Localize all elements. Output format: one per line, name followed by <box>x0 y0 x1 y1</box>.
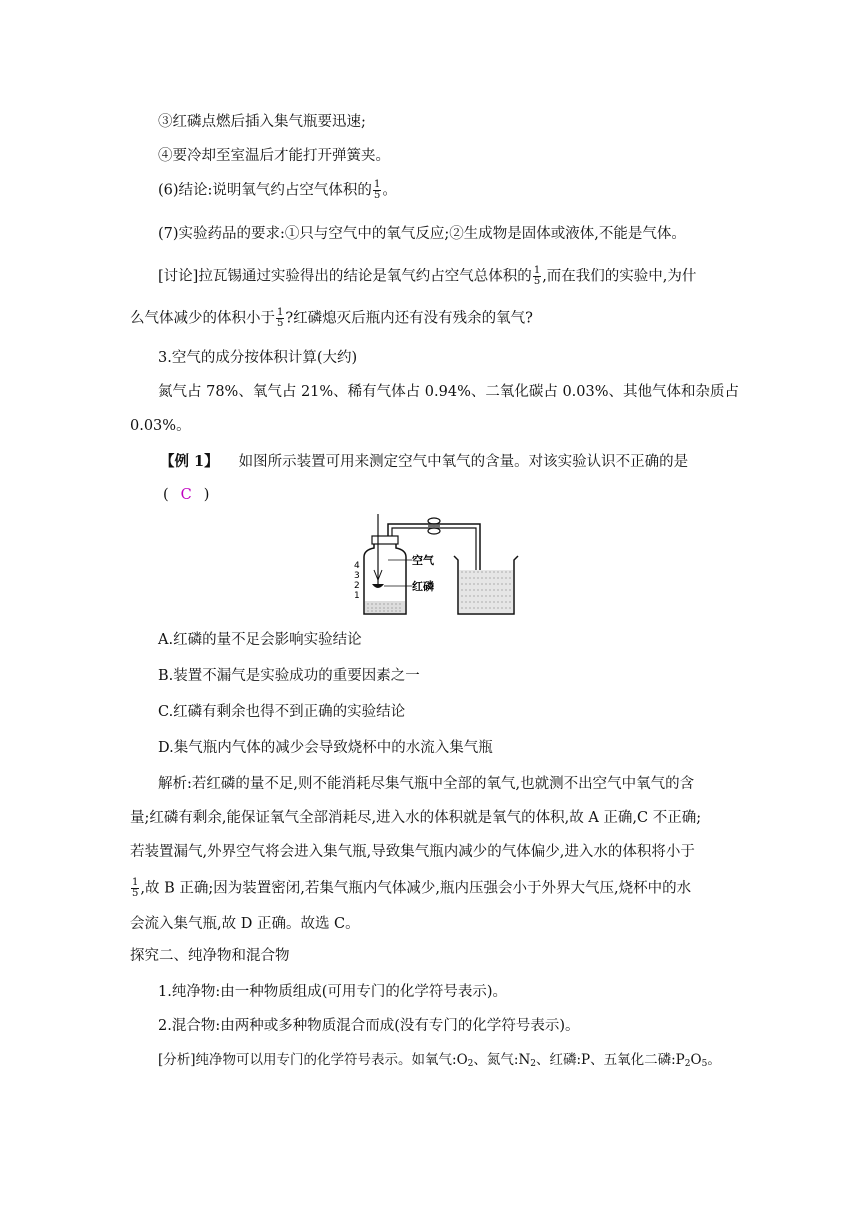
paren-open: ( <box>163 487 169 503</box>
text-item-3: ③红磷点燃后插入集气瓶要迅速; <box>158 114 366 130</box>
conclusion-prefix: (6)结论:说明氧气约占空气体积的 <box>158 182 372 199</box>
experiment-apparatus-figure <box>350 512 520 620</box>
fraction-numerator: 1 <box>533 265 541 276</box>
composition-line-2: 0.03%。 <box>130 418 191 434</box>
fraction-numerator: 1 <box>277 307 284 318</box>
text-item-4: ④要冷却至室温后才能打开弹簧夹。 <box>158 148 390 164</box>
fraction-denominator: 5 <box>132 888 139 899</box>
analysis-line-3: 若装置漏气,外界空气将会进入集气瓶,导致集气瓶内减少的气体偏少,进入水的体积将小于 <box>130 844 695 860</box>
label-air: 空气 <box>412 554 434 567</box>
o5-subscript: 5 <box>701 1059 708 1069</box>
option-c: C.红磷有剩余也得不到正确的实验结论 <box>158 704 406 720</box>
p-subscript: 2 <box>684 1059 691 1069</box>
analysis-prefix: [分析]纯净物可以用专门的化学符号表示。如氧气:O <box>158 1052 468 1068</box>
scale-2: 2 <box>354 581 360 591</box>
n2-subscript: 2 <box>530 1059 536 1069</box>
fraction-one-fifth <box>131 878 139 899</box>
fraction-numerator: 1 <box>132 877 139 888</box>
analysis-mid-1: 、氮气:N <box>473 1052 531 1068</box>
rubber-stopper <box>372 536 398 544</box>
spring-clamp <box>428 518 440 534</box>
scale-4: 4 <box>354 561 360 571</box>
composition-title: 3.空气的成分按体积计算(大约) <box>158 350 358 366</box>
analysis-line-5: 会流入集气瓶,故 D 正确。故选 C。 <box>130 916 360 932</box>
section2-item-1: 1.纯净物:由一种物质组成(可用专门的化学符号表示)。 <box>158 984 508 1000</box>
analysis-text-4: ,故 B 正确;因为装置密闭,若集气瓶内气体减少,瓶内压强会小于外界大气压,烧杯中的水 <box>140 880 692 897</box>
analysis-line-1: 解析:若红磷的量不足,则不能消耗尽集气瓶中全部的氧气,也就测不出空气中氧气的含 <box>158 776 695 792</box>
option-b: B.装置不漏气是实验成功的重要因素之一 <box>158 668 420 684</box>
analysis-line-4 <box>130 878 691 899</box>
discussion-text-1: [讨论]拉瓦锡通过实验得出的结论是氧气约占空气总体积的 <box>158 268 532 285</box>
section2-analysis <box>158 1050 721 1074</box>
discussion-line-2 <box>130 308 533 329</box>
fraction-denominator: 5 <box>277 318 284 329</box>
beaker-water <box>459 570 513 613</box>
section2-title: 探究二、纯净物和混合物 <box>130 948 290 964</box>
discussion-line-1 <box>158 266 696 287</box>
flame <box>374 567 382 580</box>
scale-3: 3 <box>354 571 360 581</box>
discussion-text-4: ?红磷熄灭后瓶内还有没有残余的氧气? <box>285 310 533 327</box>
option-a: A.红磷的量不足会影响实验结论 <box>158 632 362 648</box>
analysis-end: 。 <box>707 1052 721 1068</box>
fraction-denominator: 5 <box>533 276 541 287</box>
scale-1: 1 <box>354 591 360 601</box>
analysis-mid-2: 、红磷:P、五氧化二磷:P <box>536 1052 685 1068</box>
conclusion-line <box>158 180 397 201</box>
answer-bracket <box>163 485 209 505</box>
fraction-one-fifth <box>276 308 284 329</box>
conclusion-suffix: 。 <box>382 182 397 199</box>
answer-letter: C <box>180 487 192 503</box>
example-tag: 【例 1】 <box>160 453 219 470</box>
fraction-one-fifth <box>533 266 541 287</box>
label-red-phosphorus: 红磷 <box>412 580 434 593</box>
example-question-line <box>160 452 688 472</box>
section2-item-2: 2.混合物:由两种或多种物质混合而成(没有专门的化学符号表示)。 <box>158 1018 580 1034</box>
oxygen-symbol: O <box>690 1052 702 1068</box>
option-d: D.集气瓶内气体的减少会导致烧杯中的水流入集气瓶 <box>158 740 493 756</box>
fraction-denominator: 5 <box>373 190 381 201</box>
requirement-line: (7)实验药品的要求:①只与空气中的氧气反应;②生成物是固体或液体,不能是气体。 <box>158 226 686 242</box>
analysis-line-2: 量;红磷有剩余,能保证氧气全部消耗尽,进入水的体积就是氧气的体积,故 A 正确,C 不正确; <box>130 810 702 826</box>
fraction-one-fifth <box>373 180 381 201</box>
fraction-numerator: 1 <box>373 179 381 190</box>
o2-subscript: 2 <box>467 1059 474 1069</box>
discussion-text-3: 么气体减少的体积小于 <box>130 310 275 327</box>
discussion-text-2: ,而在我们的实验中,为什 <box>542 268 697 285</box>
composition-line-1: 氮气占 78%、氧气占 21%、稀有气体占 0.94%、二氧化碳占 0.03%、其他气体和杂质占 <box>158 384 740 400</box>
example-question: 如图所示装置可用来测定空气中氧气的含量。对该实验认识不正确的是 <box>238 454 689 470</box>
paren-close: ) <box>203 487 210 503</box>
